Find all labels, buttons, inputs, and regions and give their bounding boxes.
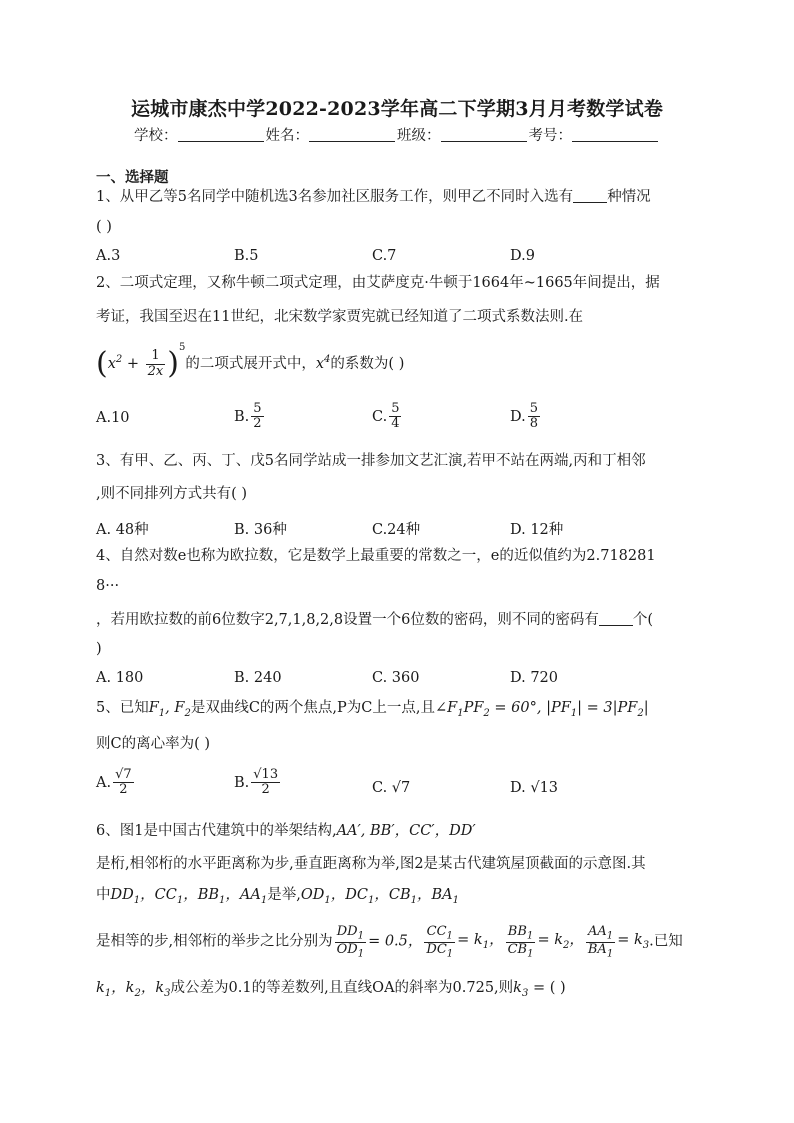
question-5-line-1: 5、已知$F_1$, $F_2$是双曲线C的两个焦点,P为C上一点,且$\angle F_1PF_2 = 60^\circ$, $|PF_1| = 3|PF_2|$ (96, 700, 649, 719)
question-5-line-2: 则C的离心率为( ) (96, 736, 211, 752)
page-title: 运城市康杰中学2022-2023学年高二下学期3月月考数学试卷 (130, 98, 664, 120)
school-label: 学校： (134, 128, 178, 144)
class-field[interactable] (441, 127, 527, 142)
question-2-line-3: ($x^2$ + $\frac{1}{2x}$ )$^5$的二项式展开式中，$x^4$的系数为( ) (96, 342, 405, 381)
question-2-line-1: 2、二项式定理，又称牛顿二项式定理，由艾萨度克·牛顿于1664年~1665年间提出，据 (96, 275, 660, 291)
q4-option-d[interactable]: D. 720 (510, 670, 559, 686)
name-label: 姓名： (265, 128, 309, 144)
q1-option-b[interactable]: B.5 (234, 248, 259, 264)
student-info-line (0, 124, 794, 145)
exam-number-label: 考号： (528, 128, 572, 144)
q5-option-a[interactable]: A. $\frac{√7}{2}$ (96, 767, 132, 798)
q3-option-c[interactable]: C.24种 (372, 522, 421, 538)
question-6-line-2: 是桁,相邻桁的水平距离称为步,垂直距离称为举,图2是某古代建筑屋顶截面的示意图.其 (96, 856, 646, 872)
question-2-line-2: 考证，我国至迟在11世纪，北宋数学家贾宪就已经知道了二项式系数法则.在 (96, 309, 584, 325)
question-4-line-3: ，若用欧拉数的前6位数字2,7,1,8,2,8设置一个6位数的密码，则不同的密码有 个( (96, 612, 654, 628)
question-3-line-1: 3、有甲、乙、丙、丁、戊5名同学站成一排参加文艺汇演,若甲不站在两端,丙和丁相邻 (96, 453, 646, 469)
q5-option-d[interactable]: D. √13 (510, 780, 559, 796)
school-field[interactable] (178, 127, 264, 142)
q1-option-d[interactable]: D.9 (510, 248, 535, 264)
question-6-line-1: 6、图1是中国古代建筑中的举架结构,AA′, BB′，CC′，DD′ (96, 823, 476, 839)
question-3-line-2: ,则不同排列方式共有( ) (96, 486, 248, 502)
question-1-text: 1、从甲乙等5名同学中随机选3名参加社区服务工作，则甲乙不同时入选有 种情况 (96, 189, 651, 205)
q3-option-a[interactable]: A. 48种 (96, 522, 149, 538)
question-6-line-3: 中$DD_1$，$CC_1$，$BB_1$，$AA_1$是举$,OD_1$，$DC_1$，$CB_1$，$BA_1$ (96, 887, 459, 906)
question-4-blank (599, 611, 633, 626)
q2-option-b[interactable]: B. $\frac{5}{2}$ (234, 401, 262, 432)
q5-option-b[interactable]: B. $\frac{√13}{2}$ (234, 767, 279, 798)
binomial-expression: $x^2$ + (107, 354, 144, 372)
q2-option-d[interactable]: D. $\frac{5}{8}$ (510, 401, 538, 432)
class-label: 班级： (397, 128, 441, 144)
question-6-line-4: 是相等的步,相邻桁的举步之比分别为 $\frac{DD_1}{OD_1}$ = 0.5， $\frac{CC_1}{DC_1}$ = $k_1$， $\frac{BB_1}{CB_1}$ = $k_2$， $\frac{AA_1}{BA_1}$ = $k_3$.已知 (96, 924, 683, 960)
question-4-line-2: 8··· (96, 578, 120, 594)
q2-option-c[interactable]: C. $\frac{5}{4}$ (372, 401, 400, 432)
q4-option-a[interactable]: A. 180 (96, 670, 144, 686)
q2-option-a[interactable]: A.10 (96, 410, 130, 426)
q4-option-b[interactable]: B. 240 (234, 670, 282, 686)
q1-option-c[interactable]: C.7 (372, 248, 397, 264)
q4-option-c[interactable]: C. 360 (372, 670, 420, 686)
name-field[interactable] (309, 127, 395, 142)
question-4-line-4: ) (96, 641, 102, 657)
question-6-line-5: $k_1$，$k_2$，$k_3$成公差为0.1的等差数列,且直线OA的斜率为0.725,则$k_3$ = ( ) (96, 980, 566, 999)
q5-option-c[interactable]: C. √7 (372, 780, 411, 796)
exam-number-field[interactable] (572, 127, 658, 142)
question-4-line-1: 4、自然对数e也称为欧拉数，它是数学上最重要的常数之一，e的近似值约为2.718281 (96, 548, 656, 564)
q1-option-a[interactable]: A.3 (96, 248, 121, 264)
question-1-blank (573, 188, 607, 203)
section-header: 一、选择题 (96, 169, 169, 186)
q3-option-b[interactable]: B. 36种 (234, 522, 287, 538)
question-1-paren: ( ) (96, 219, 112, 235)
q3-option-d[interactable]: D. 12种 (510, 522, 564, 538)
